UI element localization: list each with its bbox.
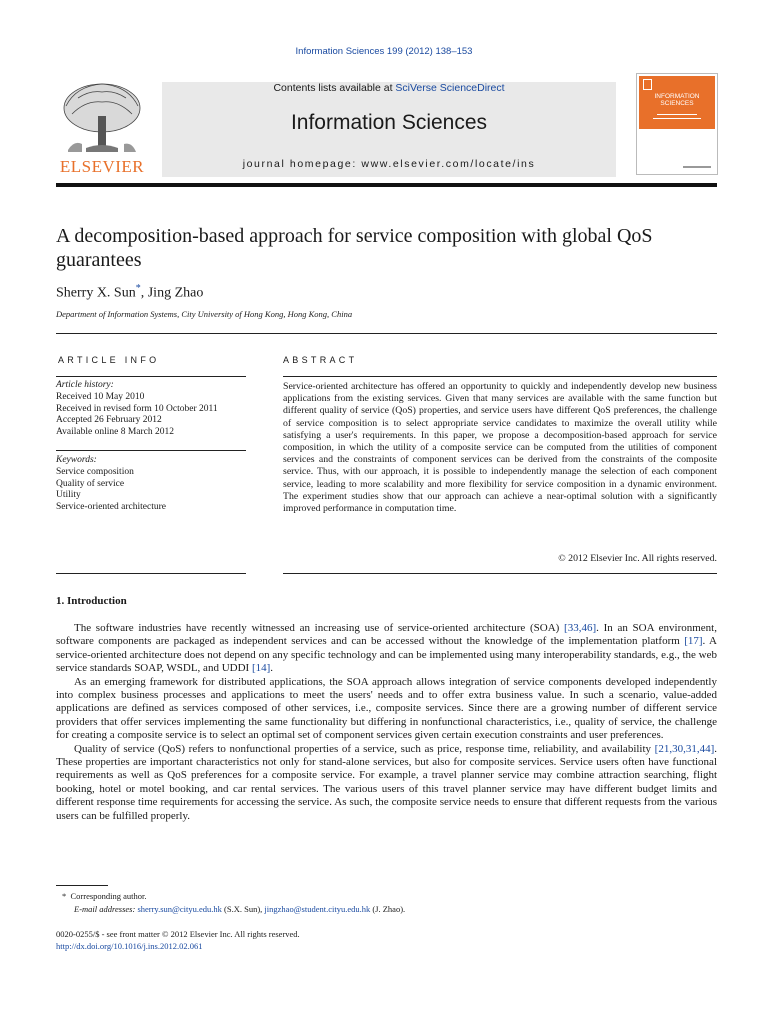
- history-item: Available online 8 March 2012: [56, 427, 175, 438]
- article-info-heading: ARTICLE INFO: [58, 355, 160, 365]
- citation-link[interactable]: [33,46]: [564, 622, 597, 634]
- sciencedirect-link[interactable]: SciVerse ScienceDirect: [395, 82, 505, 94]
- journal-title: Information Sciences: [290, 111, 488, 134]
- divider: [56, 573, 246, 574]
- divider: [56, 450, 246, 451]
- journal-citation[interactable]: Information Sciences 199 (2012) 138–153: [295, 46, 473, 57]
- author-name: Sherry X. Sun: [56, 285, 136, 301]
- section-heading: 1. Introduction: [56, 595, 127, 607]
- paragraph: Quality of service (QoS) refers to nonfunctional properties of a service, such as price, response time, reliability, and availability [21,30,31,44]. These properties are important characteristics not only for stand-alone services, but also for composite services. Service users often have functional requirements as well as QoS preferences for a composite service. For example, a travel planner service may combine attraction searching, flight booking, hotel or motel booking, and car rental services. The various users of this travel planner service may have different budget limits and different response time requirements for accessing the service. As such, the composite service needs to ensure that different requests from the various users can be fulfilled properly.: [56, 742, 717, 822]
- article-title: A decomposition-based approach for service composition with global QoS guarantees: [56, 225, 653, 271]
- journal-cover-image: [636, 73, 718, 175]
- cover-logo-icon: [643, 79, 652, 90]
- history-label: Article history:: [56, 380, 114, 390]
- contents-prefix: Contents lists available at: [273, 82, 396, 94]
- abstract-text: Service-oriented architecture has offered an opportunity to quickly and independently develop new business applications from the existing services. Given that many services are available with the same function but different quality of service (QoS) properties, and service users have different QoS preferences, the challenge of service composition is to select appropriate service candidates to maximize the overall utility while satisfying a user's requirements. In this paper, we propose a decomposition-based approach for service composition, in which the utility of a composite service can be computed from the utilities of component services and the constraints of component services can be derived from the constraints of the composite service. Thus, with our approach, it is possible to independently manage the selection of each component service, leading to more scalability and more flexibility for service composition in a dynamic environment. The experiment studies show that our approach can achieve a near-optimal solution with a significantly improved performance in computation time.: [283, 381, 717, 515]
- divider: [56, 333, 717, 334]
- front-matter: 0020-0255/$ - see front matter © 2012 Elsevier Inc. All rights reserved.: [56, 929, 300, 939]
- divider: [283, 573, 717, 574]
- keyword: Service-oriented architecture: [56, 502, 166, 513]
- citation-link[interactable]: [14]: [251, 662, 271, 675]
- publisher-logo-text: ELSEVIER: [59, 157, 145, 176]
- keyword: Service composition: [56, 466, 134, 477]
- history-item: Accepted 26 February 2012: [56, 415, 162, 426]
- divider: [283, 376, 717, 377]
- author-name: Jing Zhao: [147, 285, 204, 301]
- footnote-mark: *: [62, 891, 67, 901]
- paragraph: The software industries have recently witnessed an increasing use of service-oriented architecture (SOA) [33,46]. In an SOA environment, software components are packaged as independent services and can be accessed without the knowledge of the implementation platform [17]. A service-oriented architecture does not depend on any specific technology and can be implemented using many interoperability standards, e.g., the web service standards SOAP, WSDL, and UDDI [14].: [56, 622, 717, 675]
- citation-link[interactable]: [21,30,31,44]: [654, 742, 715, 755]
- article-history: [56, 380, 246, 439]
- corresponding-author-mark[interactable]: *: [135, 283, 141, 294]
- paragraph: As an emerging framework for distributed applications, the SOA approach allows integration of service components developed independently into complex business processes and applications to meet the users' needs and to offer extra business value. In such a scenario, value-added applications are defined as services composed of other services, i.e., composite services. Since there are a growing number of different service providers that offer services implementing the same functionality but differing in nonfunctional characteristics, i.e., quality of service, the challenge for creating a composite service is to select an optimal set of component services given certain execution constraints and user preferences.: [56, 675, 717, 742]
- keywords: [56, 455, 246, 514]
- elsevier-logo: [56, 78, 148, 176]
- email-link[interactable]: sherry.sun@cityu.edu.hk: [137, 904, 222, 914]
- footnote-rule: [56, 885, 108, 886]
- history-item: Received in revised form 10 October 2011: [56, 403, 218, 414]
- history-item: Received 10 May 2010: [56, 391, 145, 402]
- author-list: Sherry X. Sun*, Jing Zhao: [56, 283, 204, 301]
- doi-link[interactable]: http://dx.doi.org/10.1016/j.ins.2012.02.061: [56, 941, 203, 951]
- journal-homepage[interactable]: journal homepage: www.elsevier.com/locate/ins: [242, 158, 536, 170]
- copyright: © 2012 Elsevier Inc. All rights reserved.: [558, 553, 717, 564]
- intro-body: [56, 622, 717, 823]
- cover-title: INFORMATION SCIENCES: [654, 93, 700, 107]
- keyword: Utility: [56, 490, 81, 501]
- abstract-heading: ABSTRACT: [283, 355, 358, 365]
- email-link[interactable]: jingzhao@student.cityu.edu.hk: [264, 904, 371, 914]
- divider: [56, 376, 246, 377]
- affiliation: Department of Information Systems, City University of Hong Kong, Hong Kong, China: [56, 309, 353, 319]
- email-label: E-mail addresses:: [74, 904, 138, 914]
- footnote-corresponding: * Corresponding author.: [62, 891, 147, 901]
- keyword: Quality of service: [56, 478, 125, 489]
- keywords-label: Keywords:: [56, 455, 97, 465]
- header-rule: [56, 183, 717, 187]
- footnote-emails: E-mail addresses: sherry.sun@cityu.edu.hk (S.X. Sun), jingzhao@student.cityu.edu.hk (J. Zhao).: [74, 904, 406, 914]
- citation-link[interactable]: [17]: [684, 635, 703, 648]
- contents-line: [162, 82, 616, 94]
